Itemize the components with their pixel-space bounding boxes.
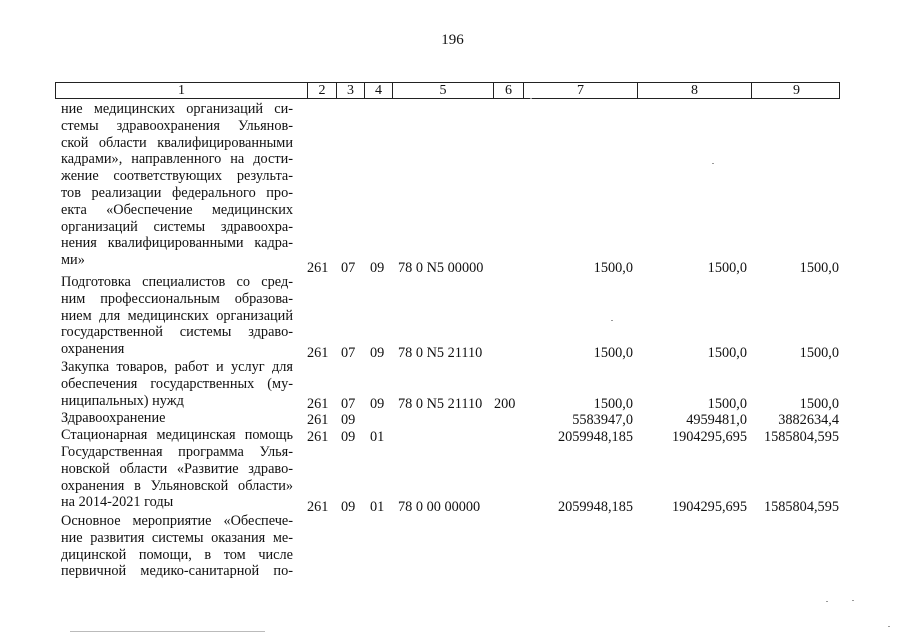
- row-1-line: стемы здравоохранения Ульянов-: [61, 117, 293, 134]
- row-3-c5: 78 0 N5 21110: [398, 396, 483, 412]
- row-6-c9: 1585804,595: [763, 499, 839, 515]
- row-7-line: ние развития системы оказания ме-: [61, 529, 293, 546]
- row-7-line: дицинской помощи, в том числе: [61, 546, 293, 563]
- header-col-2: 2: [307, 83, 336, 98]
- row-2-c8: 1500,0: [707, 345, 747, 361]
- scan-speck: [852, 600, 854, 601]
- row-4-c7: 5583947,0: [572, 412, 633, 428]
- row-6-c5: 78 0 00 00000: [398, 499, 481, 515]
- row-2-c7: 1500,0: [593, 345, 633, 361]
- row-1-line: нения квалифицированными кадра-: [61, 235, 293, 252]
- row-1-description: [61, 101, 293, 269]
- row-1-line: ми»: [61, 252, 85, 269]
- row-4-line: Здравоохранение: [61, 410, 166, 426]
- header-col-8: 8: [637, 83, 751, 98]
- row-2-c9: 1500,0: [799, 345, 839, 361]
- row-6-line: на 2014-2021 годы: [61, 494, 174, 511]
- row-6-c8: 1904295,695: [671, 499, 747, 515]
- row-3-c2: 261: [307, 396, 329, 412]
- row-3-c7: 1500,0: [593, 396, 633, 412]
- row-1-line: жение соответствующих результа-: [61, 168, 293, 185]
- header-col-5: 5: [392, 83, 493, 98]
- row-1-line: екта «Обеспечение медицинских: [61, 201, 293, 218]
- row-2-c5: 78 0 N5 21110: [398, 345, 483, 361]
- header-col-1: 1: [178, 83, 185, 98]
- row-2-line: ним профессиональным образова-: [61, 290, 293, 307]
- row-5-c2: 261: [307, 429, 329, 445]
- row-4-c9: 3882634,4: [778, 412, 839, 428]
- row-1-c3: 07: [341, 260, 356, 276]
- row-3-line: ниципальных) нужд: [61, 392, 184, 409]
- row-5-c8: 1904295,695: [671, 429, 747, 445]
- header-col-3: 3: [336, 83, 364, 98]
- row-1-c8: 1500,0: [707, 260, 747, 276]
- row-1-line: ской области квалифицированными: [61, 134, 293, 151]
- row-5-c7: 2059948,185: [557, 429, 633, 445]
- table-header-row: [55, 82, 840, 99]
- row-2-line: Подготовка специалистов со сред-: [61, 274, 293, 290]
- header-col-6: 6: [493, 83, 523, 98]
- row-7-line: Основное мероприятие «Обеспече-: [61, 513, 293, 529]
- row-3-line: Закупка товаров, работ и услуг для: [61, 359, 293, 375]
- row-1-c2: 261: [307, 260, 329, 276]
- row-4-c3: 09: [341, 412, 356, 428]
- row-3-c9: 1500,0: [799, 396, 839, 412]
- row-5-line: Стационарная медицинская помощь: [61, 427, 293, 443]
- row-6-line: Государственная программа Улья-: [61, 444, 293, 460]
- row-6-line: охранения в Ульяновской области»: [61, 477, 293, 494]
- row-6-c4: 01: [370, 499, 385, 515]
- row-3-c8: 1500,0: [707, 396, 747, 412]
- row-5-c4: 01: [370, 429, 385, 445]
- scan-speck: [530, 98, 532, 99]
- row-2-line: государственной системы здраво-: [61, 324, 293, 341]
- scan-speck: [888, 626, 890, 627]
- row-2-c4: 09: [370, 345, 385, 361]
- row-3-line: обеспечения государственных (му-: [61, 375, 293, 392]
- row-1-c4: 09: [370, 260, 385, 276]
- scan-speck: [712, 163, 714, 164]
- row-6-line: новской области «Развитие здраво-: [61, 460, 293, 477]
- header-col-7: 7: [523, 83, 637, 98]
- row-4-c2: 261: [307, 412, 329, 428]
- scan-speck: [826, 601, 828, 602]
- row-7-description: [61, 513, 293, 580]
- row-1-c9: 1500,0: [799, 260, 839, 276]
- row-3-c4: 09: [370, 396, 385, 412]
- row-3-c3: 07: [341, 396, 356, 412]
- row-2-line: охранения: [61, 341, 125, 358]
- row-1-line: кадрами», направленного на дости-: [61, 151, 293, 168]
- row-4-c8: 4959481,0: [686, 412, 747, 428]
- row-6-c3: 09: [341, 499, 356, 515]
- row-2-c3: 07: [341, 345, 356, 361]
- row-5-c9: 1585804,595: [763, 429, 839, 445]
- row-2-line: нием для медицинских организаций: [61, 307, 293, 324]
- scan-artifact-line: [70, 631, 265, 632]
- row-1-c5: 78 0 N5 00000: [398, 260, 484, 276]
- row-7-line: первичной медико-санитарной по-: [61, 563, 293, 580]
- scan-speck: [611, 320, 613, 321]
- row-6-c7: 2059948,185: [557, 499, 633, 515]
- header-col-9: 9: [751, 83, 841, 98]
- row-1-line: тов реализации федерального про-: [61, 184, 293, 201]
- row-5-c3: 09: [341, 429, 356, 445]
- row-1-line: организаций системы здравоохра-: [61, 218, 293, 235]
- row-2-c2: 261: [307, 345, 329, 361]
- row-6-c2: 261: [307, 499, 329, 515]
- header-col-4: 4: [364, 83, 392, 98]
- row-1-line: ние медицинских организаций си-: [61, 101, 293, 117]
- row-1-c7: 1500,0: [593, 260, 633, 276]
- page-number: 196: [441, 32, 464, 48]
- row-3-c6: 200: [494, 396, 516, 412]
